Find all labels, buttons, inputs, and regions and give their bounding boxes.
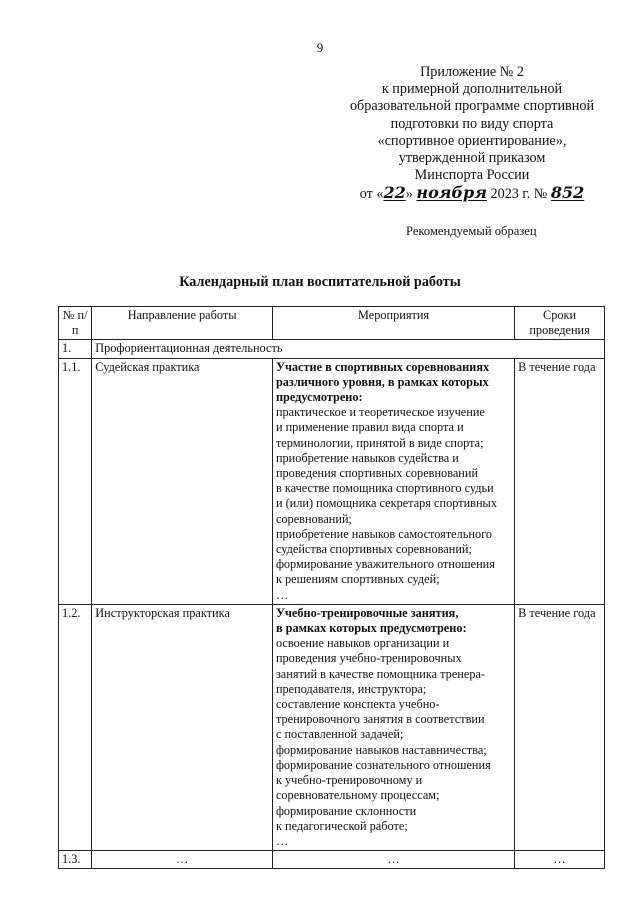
event-bold-line: предусмотрено: bbox=[275, 390, 363, 405]
table-row bbox=[59, 604, 605, 850]
row-num: 1.1. bbox=[59, 358, 92, 604]
appendix-line: утвержденной приказом bbox=[398, 150, 546, 167]
row-direction: … bbox=[92, 851, 273, 869]
event-line: проведения учебно-тренировочных bbox=[275, 651, 462, 666]
event-line: тренировочного занятия в соответствии bbox=[275, 712, 485, 727]
recommended-sample-label: Рекомендуемый образец bbox=[406, 224, 537, 238]
appendix-line: «спортивное ориентирование», bbox=[377, 132, 567, 149]
plan-table bbox=[58, 306, 605, 869]
event-line: в качестве помощника спортивного судьи bbox=[275, 481, 494, 496]
row-direction: Судейская практика bbox=[92, 358, 273, 604]
appendix-line: Приложение № 2 bbox=[420, 64, 524, 80]
event-line: … bbox=[275, 833, 289, 848]
event-line: … bbox=[275, 587, 289, 602]
row-terms: В течение года bbox=[515, 604, 605, 850]
header-num: № п/п bbox=[59, 307, 92, 340]
row-events bbox=[272, 604, 514, 850]
event-line: освоение навыков организации и bbox=[275, 636, 450, 651]
appendix-line: образовательной программе спортивной bbox=[349, 98, 595, 115]
appendix-line: Минспорта России bbox=[414, 167, 530, 184]
order-prefix: от « bbox=[359, 186, 384, 203]
row-terms: В течение года bbox=[515, 358, 605, 604]
event-line: к учебно-тренировочному и bbox=[275, 773, 423, 788]
event-line: к решениям спортивных судей; bbox=[275, 572, 440, 587]
appendix-block bbox=[322, 64, 622, 204]
event-line: формирование навыков наставничества; bbox=[275, 742, 487, 757]
order-number-handwritten: 852 bbox=[550, 183, 585, 203]
event-line: формирование склонности bbox=[275, 803, 417, 818]
event-line: к педагогической работе; bbox=[275, 818, 408, 833]
event-line: формирование уважительного отношения bbox=[275, 557, 495, 572]
section-title: Профориентационная деятельность bbox=[92, 340, 605, 358]
row-events: … bbox=[272, 851, 514, 869]
event-line: приобретение навыков судейства и bbox=[275, 450, 459, 465]
order-year: 2023 г. № bbox=[490, 186, 548, 203]
event-line: приобретение навыков самостоятельного bbox=[275, 526, 493, 541]
event-line: практическое и теоретическое изучение bbox=[275, 405, 485, 420]
section-row bbox=[59, 340, 605, 358]
row-num: 1.2. bbox=[59, 604, 92, 850]
event-bold-line: Учебно-тренировочные занятия, bbox=[275, 605, 459, 620]
event-line: терминологии, принятой в виде спорта; bbox=[275, 435, 484, 450]
row-num: 1.3. bbox=[59, 851, 92, 869]
header-terms: Сроки проведения bbox=[515, 307, 605, 340]
event-line: и применение правил вида спорта и bbox=[275, 420, 464, 435]
event-bold-line: в рамках которых предусмотрено: bbox=[275, 621, 467, 636]
event-line: преподавателя, инструктора; bbox=[275, 681, 427, 696]
document-title: Календарный план воспитательной работы bbox=[179, 274, 461, 290]
order-reference bbox=[322, 184, 622, 203]
section-num: 1. bbox=[59, 340, 92, 358]
header-direction: Направление работы bbox=[92, 307, 273, 340]
event-line: соревнований; bbox=[275, 511, 352, 526]
event-line: составление конспекта учебно- bbox=[275, 697, 440, 712]
appendix-line: подготовки по виду спорта bbox=[390, 115, 554, 132]
table-row bbox=[59, 851, 605, 869]
event-line: занятий в качестве помощника тренера- bbox=[275, 666, 486, 681]
appendix-line: к примерной дополнительной bbox=[381, 81, 563, 98]
event-line: с поставленной задачей; bbox=[275, 727, 404, 742]
order-day-handwritten: 22 bbox=[383, 183, 406, 203]
event-line: судейства спортивных соревнований; bbox=[275, 542, 472, 557]
event-line: соревновательному процессам; bbox=[275, 788, 440, 803]
event-line: формирование сознательного отношения bbox=[275, 757, 491, 772]
event-line: проведения спортивных соревнований bbox=[275, 466, 479, 481]
order-mid: » bbox=[405, 186, 413, 203]
event-bold-line: Участие в спортивных соревнованиях bbox=[275, 359, 490, 374]
row-events bbox=[272, 358, 514, 604]
event-bold-line: различного уровня, в рамках которых bbox=[275, 374, 489, 389]
table-header-row bbox=[59, 307, 605, 340]
page-number: 9 bbox=[316, 40, 324, 55]
header-events: Мероприятия bbox=[272, 307, 514, 340]
table-row bbox=[59, 358, 605, 604]
order-month-handwritten: ноября bbox=[416, 183, 487, 203]
row-direction: Инструкторская практика bbox=[92, 604, 273, 850]
row-terms: … bbox=[515, 851, 605, 869]
event-line: и (или) помощника секретаря спортивных bbox=[275, 496, 497, 511]
